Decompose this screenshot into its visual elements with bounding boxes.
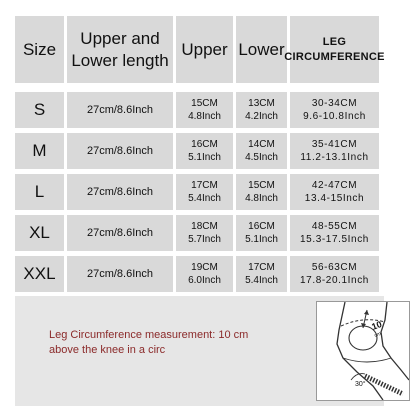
- header-size: Size: [15, 16, 64, 83]
- row-size: M: [15, 133, 64, 169]
- row-lower: 14CM 4.5Inch: [236, 133, 287, 169]
- header-upper: Upper: [176, 16, 233, 83]
- table-row: [15, 92, 379, 128]
- header-circ-line2: CIRCUMFERENCE: [284, 50, 385, 63]
- row-length: 27cm/8.6Inch: [67, 256, 173, 292]
- table-row: [15, 215, 379, 251]
- header-circ-line1: LEG: [322, 35, 347, 48]
- row-circumference: 48-55CM 15.3-17.5Inch: [290, 215, 379, 251]
- diagram-label-10: 10: [370, 319, 384, 332]
- row-lower: 15CM 4.8Inch: [236, 174, 287, 210]
- row-length: 27cm/8.6Inch: [67, 133, 173, 169]
- measurement-note: Leg Circumference measurement: 10 cm above the knee in a circ: [49, 329, 249, 356]
- row-circumference: 35-41CM 11.2-13.1Inch: [290, 133, 379, 169]
- header-upper-lower-line2: Lower length: [71, 50, 169, 70]
- row-length: 27cm/8.6Inch: [67, 92, 173, 128]
- row-upper: 19CM 6.0Inch: [176, 256, 233, 292]
- row-size: S: [15, 92, 64, 128]
- table-row: [15, 256, 379, 292]
- header-leg-circumference: [284, 16, 385, 83]
- row-upper: 15CM 4.8Inch: [176, 92, 233, 128]
- row-lower: 17CM 5.4Inch: [236, 256, 287, 292]
- row-size: XXL: [15, 256, 64, 292]
- row-length: 27cm/8.6Inch: [67, 174, 173, 210]
- table-header: [15, 16, 385, 83]
- row-circumference: 42-47CM 13.4-15Inch: [290, 174, 379, 210]
- row-lower: 13CM 4.2Inch: [236, 92, 287, 128]
- row-lower: 16CM 5.1Inch: [236, 215, 287, 251]
- header-upper-lower-line1: Upper and: [80, 28, 160, 48]
- knee-measurement-diagram-icon: [316, 301, 410, 401]
- row-size: XL: [15, 215, 64, 251]
- diagram-label-cm: cm: [373, 330, 382, 339]
- header-upper-lower-length: [67, 16, 173, 83]
- measurement-note-panel: [15, 296, 384, 406]
- row-circumference: 30-34CM 9.6-10.8Inch: [290, 92, 379, 128]
- header-lower: Lower: [236, 16, 287, 83]
- row-upper: 18CM 5.7Inch: [176, 215, 233, 251]
- table-row: [15, 174, 379, 210]
- row-upper: 17CM 5.4Inch: [176, 174, 233, 210]
- table-row: [15, 133, 379, 169]
- row-length: 27cm/8.6Inch: [67, 215, 173, 251]
- diagram-label-angle: 30°: [355, 381, 366, 388]
- row-upper: 16CM 5.1Inch: [176, 133, 233, 169]
- row-size: L: [15, 174, 64, 210]
- row-circumference: 56-63CM 17.8-20.1Inch: [290, 256, 379, 292]
